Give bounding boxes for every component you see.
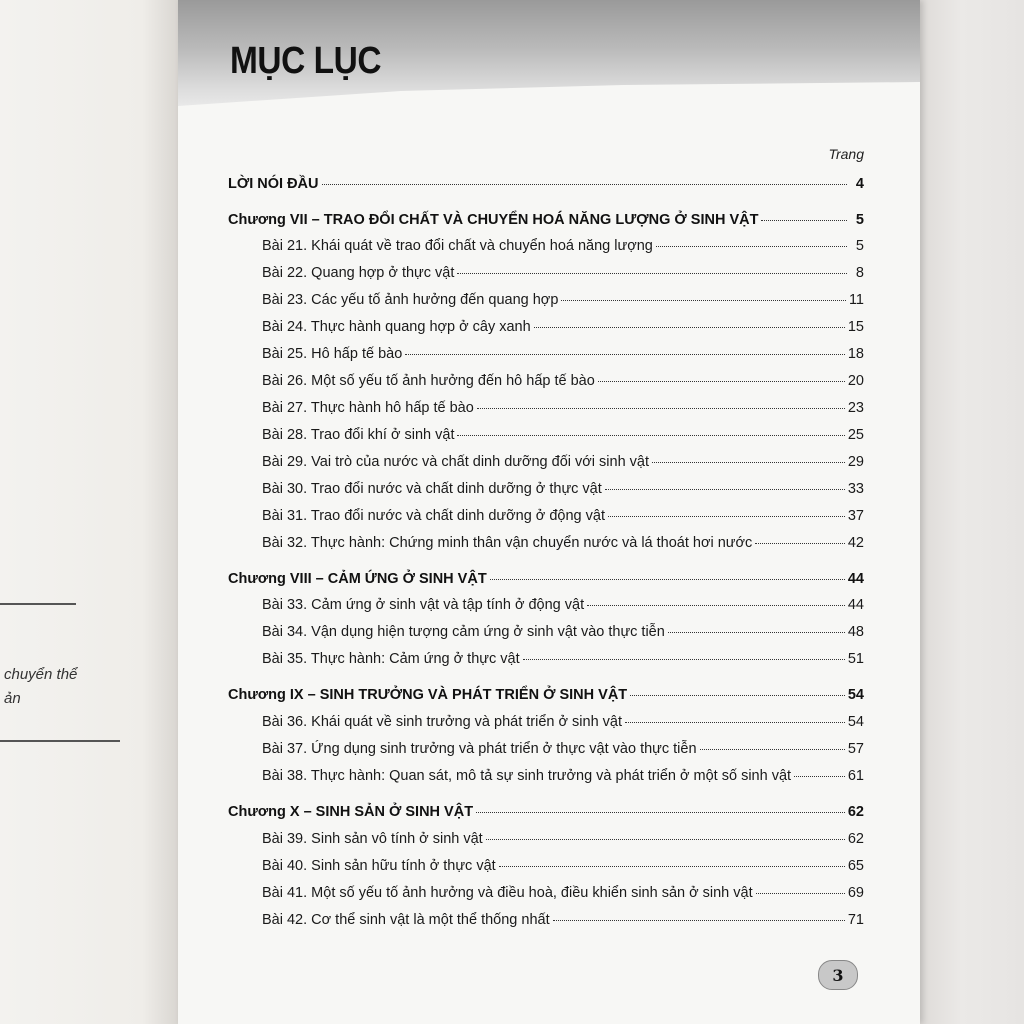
toc-entry-title: Bài 36. Khái quát về sinh trưởng và phát triển ở sinh vật bbox=[262, 714, 623, 730]
toc-lesson-row bbox=[228, 597, 864, 613]
toc-lesson-row bbox=[228, 741, 864, 757]
toc-entry-page: 69 bbox=[847, 885, 864, 901]
toc-entry-page: 48 bbox=[847, 624, 864, 640]
dot-leader bbox=[794, 776, 845, 777]
toc-entry-title: Bài 29. Vai trò của nước và chất dinh dưỡng đối với sinh vật bbox=[262, 454, 650, 470]
dot-leader bbox=[755, 543, 845, 544]
left-page bbox=[0, 0, 178, 1024]
dot-leader bbox=[476, 812, 845, 813]
toc-entry-title: Bài 27. Thực hành hô hấp tế bào bbox=[262, 400, 474, 416]
toc-entry-title: Bài 37. Ứng dụng sinh trưởng và phát triển ở thực vật vào thực tiễn bbox=[262, 741, 697, 757]
toc-page bbox=[178, 0, 920, 1024]
dot-leader bbox=[561, 300, 846, 301]
dot-leader bbox=[652, 462, 845, 463]
dot-leader bbox=[457, 435, 844, 436]
dot-leader bbox=[587, 605, 845, 606]
toc-lesson-row bbox=[228, 651, 864, 667]
toc-entry-page: 23 bbox=[847, 400, 864, 416]
toc-entry-page: 51 bbox=[847, 651, 864, 667]
toc-entry-page: 5 bbox=[855, 212, 864, 228]
toc-chapter-row bbox=[228, 804, 864, 820]
toc-entry-page: 5 bbox=[855, 238, 864, 254]
page-column-label: Trang bbox=[828, 146, 864, 162]
toc-entry-title: Bài 24. Thực hành quang hợp ở cây xanh bbox=[262, 319, 531, 335]
toc-entry-page: 25 bbox=[847, 427, 864, 443]
toc-entry-page: 44 bbox=[847, 571, 864, 587]
toc-chapter-row bbox=[228, 176, 864, 192]
toc-entry-page: 29 bbox=[847, 454, 864, 470]
toc-entry-page: 33 bbox=[847, 481, 864, 497]
toc-lesson-row bbox=[228, 427, 864, 443]
dot-leader bbox=[486, 839, 845, 840]
toc-entry-page: 57 bbox=[847, 741, 864, 757]
toc-lesson-row bbox=[228, 624, 864, 640]
toc-lesson-row bbox=[228, 858, 864, 874]
toc-entry-title: Bài 25. Hô hấp tế bào bbox=[262, 346, 403, 362]
dot-leader bbox=[598, 381, 845, 382]
toc-entry-title: Bài 21. Khái quát về trao đổi chất và chuyển hoá năng lượng bbox=[262, 238, 653, 254]
toc-entry-page: 4 bbox=[855, 176, 864, 192]
left-page-text-line: chuyển thể bbox=[4, 666, 78, 683]
divider bbox=[0, 740, 120, 742]
dot-leader bbox=[656, 246, 847, 247]
background bbox=[920, 0, 1024, 1024]
toc-lesson-row bbox=[228, 768, 864, 784]
toc-entry-title: Chương VIII – CẢM ỨNG Ở SINH VẬT bbox=[228, 571, 487, 587]
toc-lesson-row bbox=[228, 346, 864, 362]
toc-entry-title: Bài 26. Một số yếu tố ảnh hưởng đến hô hấp tế bào bbox=[262, 373, 595, 389]
toc-entry-title: Chương X – SINH SẢN Ở SINH VẬT bbox=[228, 804, 474, 820]
dot-leader bbox=[534, 327, 845, 328]
toc-entry-page: 15 bbox=[847, 319, 864, 335]
toc-entry-title: LỜI NÓI ĐẦU bbox=[228, 176, 319, 192]
toc-lesson-row bbox=[228, 292, 864, 308]
dot-leader bbox=[457, 273, 847, 274]
toc-entry-page: 54 bbox=[847, 714, 864, 730]
toc-entry-page: 20 bbox=[847, 373, 864, 389]
dot-leader bbox=[625, 722, 845, 723]
toc-entry-title: Bài 33. Cảm ứng ở sinh vật và tập tính ở động vật bbox=[262, 597, 585, 613]
toc-entry-title: Bài 32. Thực hành: Chứng minh thân vận chuyển nước và lá thoát hơi nước bbox=[262, 535, 753, 551]
toc-entry-page: 11 bbox=[848, 292, 864, 308]
dot-leader bbox=[605, 489, 845, 490]
toc-lesson-row bbox=[228, 454, 864, 470]
toc-lesson-row bbox=[228, 400, 864, 416]
toc-entry-title: Bài 34. Vận dụng hiện tượng cảm ứng ở sinh vật vào thực tiễn bbox=[262, 624, 665, 640]
toc-chapter-row bbox=[228, 212, 864, 228]
toc-entry-title: Chương IX – SINH TRƯỞNG VÀ PHÁT TRIỂN Ở SINH VẬT bbox=[228, 687, 628, 703]
dot-leader bbox=[523, 659, 845, 660]
toc-lesson-row bbox=[228, 265, 864, 281]
toc-lesson-row bbox=[228, 508, 864, 524]
toc-lesson-row bbox=[228, 373, 864, 389]
toc-entry-page: 61 bbox=[847, 768, 864, 784]
dot-leader bbox=[322, 184, 847, 185]
dot-leader bbox=[761, 220, 847, 221]
toc-entry-title: Bài 28. Trao đổi khí ở sinh vật bbox=[262, 427, 455, 443]
toc-entry-page: 44 bbox=[847, 597, 864, 613]
dot-leader bbox=[630, 695, 845, 696]
toc-entry-title: Bài 35. Thực hành: Cảm ứng ở thực vật bbox=[262, 651, 520, 667]
toc-entry-title: Bài 42. Cơ thể sinh vật là một thể thống nhất bbox=[262, 912, 550, 928]
left-page-text-line: ản bbox=[4, 690, 21, 707]
toc-lesson-row bbox=[228, 831, 864, 847]
toc-entry-title: Bài 22. Quang hợp ở thực vật bbox=[262, 265, 455, 281]
toc-lesson-row bbox=[228, 714, 864, 730]
dot-leader bbox=[405, 354, 845, 355]
toc-entry-title: Bài 23. Các yếu tố ảnh hưởng đến quang hợp bbox=[262, 292, 559, 308]
dot-leader bbox=[756, 893, 845, 894]
toc-chapter-row bbox=[228, 571, 864, 587]
toc-lesson-row bbox=[228, 238, 864, 254]
toc-entry-page: 62 bbox=[847, 831, 864, 847]
toc-lesson-row bbox=[228, 912, 864, 928]
dot-leader bbox=[477, 408, 845, 409]
toc-chapter-row bbox=[228, 687, 864, 703]
toc-lesson-row bbox=[228, 481, 864, 497]
toc-entry-page: 18 bbox=[847, 346, 864, 362]
dot-leader bbox=[700, 749, 845, 750]
divider bbox=[0, 603, 76, 605]
page-number-badge: 3 bbox=[818, 960, 858, 990]
toc-entry-page: 62 bbox=[847, 804, 864, 820]
toc-entry-page: 37 bbox=[847, 508, 864, 524]
toc-lesson-row bbox=[228, 535, 864, 551]
toc-entry-title: Bài 41. Một số yếu tố ảnh hưởng và điều hoà, điều khiển sinh sản ở sinh vật bbox=[262, 885, 753, 901]
dot-leader bbox=[490, 579, 845, 580]
toc-entry-title: Bài 40. Sinh sản hữu tính ở thực vật bbox=[262, 858, 496, 874]
toc-entry-title: Bài 30. Trao đổi nước và chất dinh dưỡng ở thực vật bbox=[262, 481, 602, 497]
toc-lesson-row bbox=[228, 885, 864, 901]
toc-entry-page: 8 bbox=[855, 265, 864, 281]
toc-entry-page: 71 bbox=[847, 912, 864, 928]
dot-leader bbox=[499, 866, 845, 867]
toc-entry-page: 65 bbox=[847, 858, 864, 874]
dot-leader bbox=[608, 516, 845, 517]
toc-entry-page: 42 bbox=[847, 535, 864, 551]
page-title: MỤC LỤC bbox=[230, 40, 382, 82]
toc-entry-title: Chương VII – TRAO ĐỔI CHẤT VÀ CHUYỂN HOÁ NĂNG LƯỢNG Ở SINH VẬT bbox=[228, 212, 759, 228]
toc-lesson-row bbox=[228, 319, 864, 335]
dot-leader bbox=[553, 920, 845, 921]
toc-entry-title: Bài 39. Sinh sản vô tính ở sinh vật bbox=[262, 831, 483, 847]
toc-entry-title: Bài 38. Thực hành: Quan sát, mô tả sự sinh trưởng và phát triển ở một số sinh vật bbox=[262, 768, 792, 784]
dot-leader bbox=[668, 632, 845, 633]
toc-entry-page: 54 bbox=[847, 687, 864, 703]
toc-entry-title: Bài 31. Trao đổi nước và chất dinh dưỡng ở động vật bbox=[262, 508, 605, 524]
